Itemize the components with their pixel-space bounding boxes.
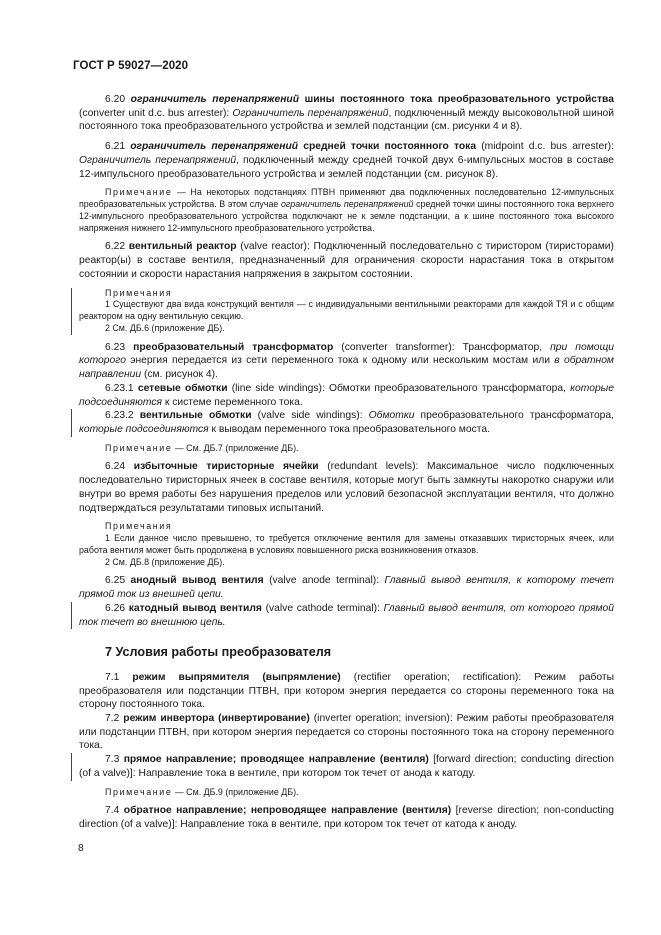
note-item: 1 Существуют два вида конструкций вентиля — с индивидуальными вентильными реакторами для каждой ТЯ и с общим реактором на одну вентильную секцию.: [79, 299, 614, 322]
term-6-26: 6.26 катодный вывод вентиля (valve cathode terminal): Главный вывод вентиля, от которого прямой ток течет во внешнюю цепь.: [71, 602, 614, 629]
term-7-2: 7.2 режим инвертора (инвертирование) (inverter operation; inversion): Режим работы преобразователя или подстанции ПТВН, при котором энергия передается со стороны постоянного тока на сторону переменного тока.: [79, 713, 614, 752]
term-7-3: 7.3 прямое направление; проводящее направление (вентиля) [forward direction; conducting direction (of a valve)]: Направление тока в вентиле, при котором ток течет от анода к катоду.: [71, 753, 614, 780]
notes-6-24: [79, 521, 614, 568]
document-header: ГОСТ Р 59027—2020: [73, 60, 189, 72]
notes-6-22: [71, 288, 614, 335]
note-item: 2 См. ДБ.8 (приложение ДБ).: [105, 556, 225, 567]
term-7-1: 7.1 режим выпрямителя (выпрямление) (rectifier operation; rectification): Режим работы преобразователя или подстанции ПТВН, при котором энергия передается со стороны переменного тока на сторону постоянного тока.: [79, 671, 614, 711]
note-item: 1 Если данное число превышено, то требуется отключение вентиля для замены отказавших тиристорных ячеек, или работа вентиля может быть продолжена в условиях повышенного риска возникновения отказов.: [79, 533, 614, 555]
term-6-21: 6.21 ограничитель перенапряжений средней точки постоянного тока (midpoint d.c. bus arrester): Ограничитель перенапряжений, подключенный между средней точкой двух 6-импульсных мостов в составе 12-импульсного преобразовательного устройства и землей подстанции (см. рисунок 8).: [79, 141, 615, 180]
section-title: 7 Условия работы преобразователя: [105, 645, 332, 660]
note-6-23-2: Примечание — См. ДБ.7 (приложение ДБ).: [105, 442, 299, 453]
term-6-23-1: 6.23.1 сетевые обмотки (line side windings): Обмотки преобразовательного трансформатора, которые подсоединяются к системе переменного тока.: [79, 382, 614, 408]
note-item: 2 См. ДБ.6 (приложение ДБ).: [105, 322, 225, 333]
note-6-21: Примечание — На некоторых подстанциях ПТВН применяют два подключенных последовательно 12-импульсных преобразовательных устройства. В этом случае ограничитель перенапряжений средней точки шины постоянного тока верхнего 12-импульсного преобразовательного устройства подключают не к земле подстанции, а к шине постоянного тока высокого напряжения нижнего 12-импульсного преобразовательного устройства.: [79, 187, 614, 233]
term-6-22: 6.22 вентильный реактор (valve reactor): Подключенный последовательно с тиристором (тиристорами) реактор(ы) в составе вентиля, предназначенный для ограничения скорости нарастания тока в открытом состоянии и скорости нарастания напряжения в закрытом состоянии.: [79, 241, 614, 280]
page-number: 8: [78, 843, 84, 854]
note-7-3: Примечание — См. ДБ.9 (приложение ДБ).: [105, 786, 299, 797]
term-6-20: 6.20 ограничитель перенапряжений шины постоянного тока преобразовательного устройства (converter unit d.c. bus arrester): Ограничитель перенапряжений, подключенный между высоковольтной шиной постоянного тока преобразовательного устройства и землей подстанции (см. рисунки 4 и 8).: [79, 94, 614, 133]
notes-title: Примечания: [105, 287, 173, 298]
term-6-23-2: 6.23.2 вентильные обмотки (valve side windings): Обмотки преобразовательного трансформатора, которые подсоединяются к выводам переменного тока преобразовательного моста.: [71, 409, 614, 436]
term-7-4: 7.4 обратное направление; непроводящее направление (вентиля) [reverse direction; non-conducting direction (of a valve)]: Направление тока в вентиле, при котором ток течет от катода к аноду.: [79, 805, 614, 831]
term-6-25: 6.25 анодный вывод вентиля (valve anode terminal): Главный вывод вентиля, к которому течет прямой ток из внешней цепи.: [79, 575, 614, 601]
page-content: [79, 93, 614, 838]
term-6-24: 6.24 избыточные тиристорные ячейки (redundant levels): Максимальное число подключенных последовательно тиристорных ячеек в составе вентиля, которые могут быть замкнуты накоротко снаружи или внутри во время работы без нарушения пределов или условий безопасной эксплуатации вентиля, что должно подтверждаться результатами типовых испытаний.: [79, 461, 614, 514]
notes-title: Примечания: [105, 521, 173, 532]
term-6-23: 6.23 преобразовательный трансформатор (converter transformer): Трансформатор, при помощи которого энергия передается из сети переменного тока к одному или нескольким мостам или в обратном направлении (см. рисунок 4).: [79, 341, 614, 381]
